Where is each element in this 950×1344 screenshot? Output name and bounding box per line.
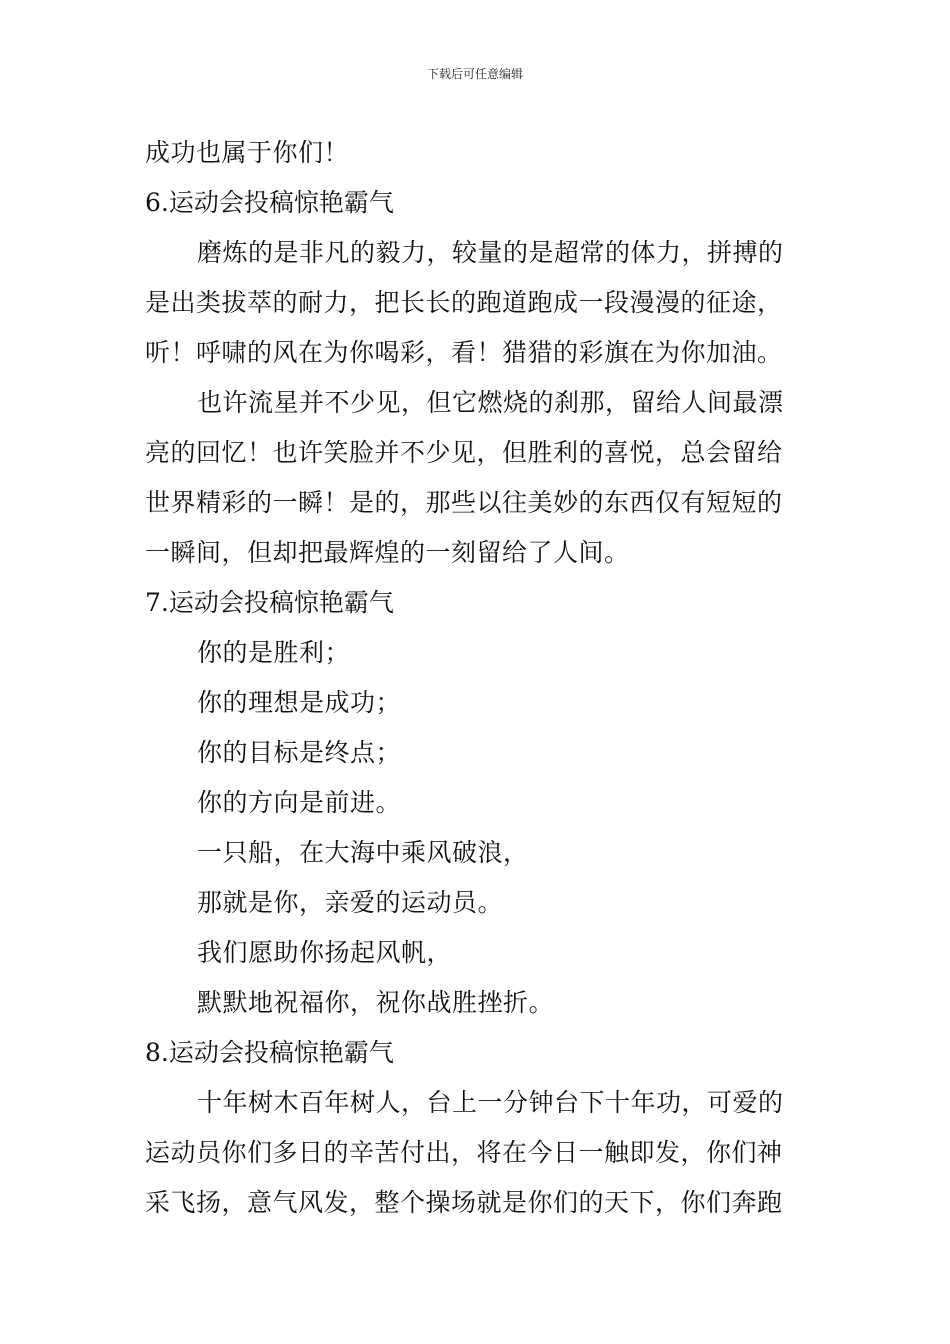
text-line: 是出类拔萃的耐力，把长长的跑道跑成一段漫漫的征途， bbox=[145, 288, 783, 317]
text-line: 你的理想是成功； bbox=[197, 688, 402, 717]
text-line: 那就是你，亲爱的运动员。 bbox=[197, 888, 504, 917]
text-line: 一瞬间，但却把最辉煌的一刻留给了人间。 bbox=[145, 538, 630, 567]
section-heading: 8.运动会投稿惊艳霸气 bbox=[145, 1038, 394, 1067]
text-line: 你的是胜利； bbox=[197, 638, 351, 667]
text-line: 世界精彩的一瞬！是的，那些以往美妙的东西仅有短短的 bbox=[145, 488, 783, 517]
section-heading: 6.运动会投稿惊艳霸气 bbox=[145, 188, 394, 217]
document-body bbox=[145, 128, 807, 1228]
text-line: 我们愿助你扬起风帆， bbox=[197, 938, 453, 967]
section-heading: 7.运动会投稿惊艳霸气 bbox=[145, 588, 394, 617]
text-line: 默默地祝福你，祝你战胜挫折。 bbox=[197, 988, 555, 1017]
text-line: 磨炼的是非凡的毅力，较量的是超常的体力，拼搏的 bbox=[197, 238, 784, 267]
text-line: 亮的回忆！也许笑脸并不少见，但胜利的喜悦，总会留给 bbox=[145, 438, 783, 467]
text-line: 成功也属于你们！ bbox=[145, 138, 350, 167]
text-line: 十年树木百年树人，台上一分钟台下十年功，可爱的 bbox=[197, 1088, 784, 1117]
text-line: 你的目标是终点； bbox=[197, 738, 402, 767]
page-header: 下载后可任意编辑 bbox=[426, 67, 523, 81]
text-line: 你的方向是前进。 bbox=[197, 788, 402, 817]
text-line: 也许流星并不少见，但它燃烧的刹那，留给人间最漂 bbox=[197, 388, 784, 417]
text-line: 采飞扬，意气风发，整个操场就是你们的天下，你们奔跑 bbox=[145, 1188, 783, 1217]
text-line: 一只船，在大海中乘风破浪， bbox=[197, 838, 529, 867]
text-line: 运动员你们多日的辛苦付出，将在今日一触即发，你们神 bbox=[145, 1138, 783, 1167]
text-line: 听！呼啸的风在为你喝彩，看！猎猎的彩旗在为你加油。 bbox=[145, 338, 783, 367]
